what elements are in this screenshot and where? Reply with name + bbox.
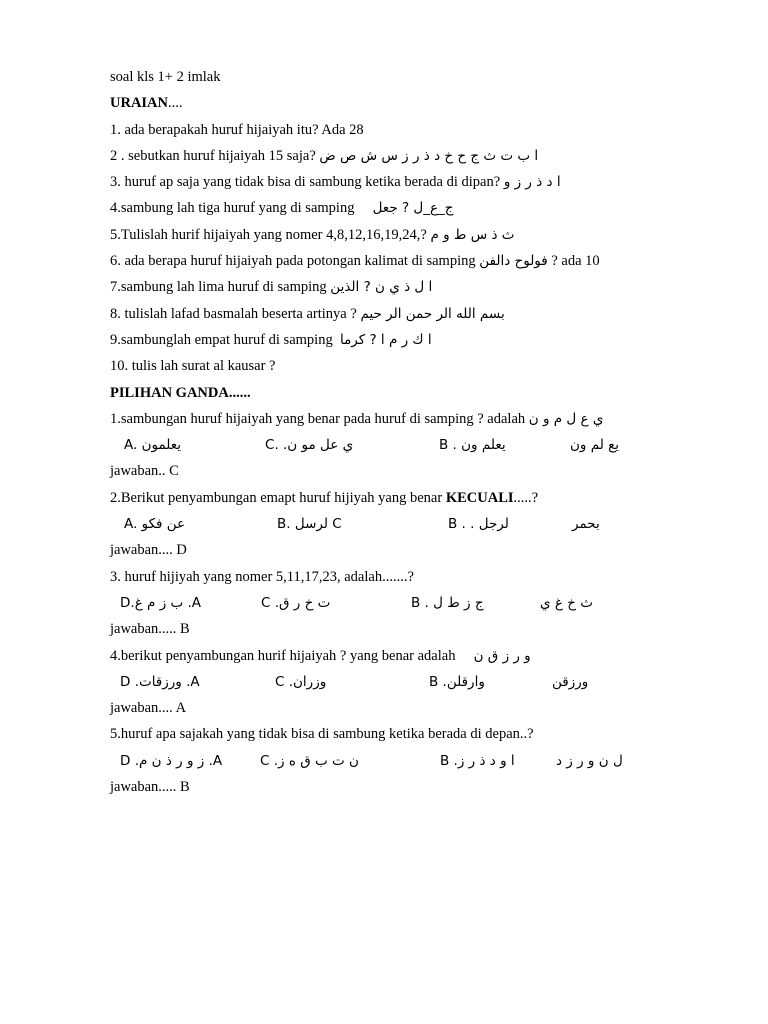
pg-option: يع لم ون	[570, 437, 620, 454]
pg-options	[110, 511, 670, 537]
uraian-heading-suffix: ....	[168, 95, 183, 112]
uraian-item	[110, 143, 670, 169]
uraian-item	[110, 274, 670, 300]
uraian-heading	[110, 90, 670, 116]
uraian-item-arabic: ا ل ذ ي ن ? الذين	[330, 279, 433, 296]
uraian-item-arabic: ا ك ر م ا ? كرما	[339, 331, 432, 348]
pg-option: A. ب ز م غ.D	[120, 594, 202, 611]
pg-option: وزران. C	[275, 673, 327, 690]
pg-option: ت خ ر ق. C	[261, 594, 331, 611]
pg-option: ج ز ط ل . B	[411, 594, 484, 611]
pg-answer: jawaban..... B	[110, 621, 190, 638]
pg-option: A. ورزقات. D	[120, 673, 200, 690]
uraian-item-arabic: ج_ع_ل ? جعل	[372, 200, 454, 217]
uraian-item-text: 1. ada berapakah huruf hijaiyah itu? Ada 28	[110, 121, 364, 138]
pg-option: B. لرسل C	[277, 516, 342, 533]
pg-question	[110, 643, 670, 669]
uraian-item	[110, 248, 670, 274]
pg-option: لرجل . . B	[448, 516, 509, 533]
uraian-item-text: 2 . sebutkan huruf hijaiyah 15 saja?	[110, 147, 316, 164]
pg-options	[110, 748, 670, 774]
pg-answer: jawaban.... A	[110, 700, 187, 717]
uraian-item	[110, 327, 670, 353]
pg-answer: jawaban.... D	[110, 542, 187, 559]
uraian-item-arabic: فولوح دالفن	[479, 253, 548, 270]
uraian-item-text: 8. tulislah lafad basmalah beserta artinya ?	[110, 305, 357, 322]
pg-option: A. ز و ر ذ ن م. D	[120, 752, 223, 769]
uraian-heading-label: URAIAN	[110, 95, 168, 112]
uraian-item	[110, 195, 670, 221]
pg-question-tail: .....?	[513, 489, 539, 506]
uraian-item	[110, 222, 670, 248]
pg-option: A. يعلمون	[124, 437, 182, 454]
pg-option: يعلم ون . B	[439, 437, 506, 454]
uraian-item	[110, 301, 670, 327]
pg-option: ن ت ب ق ه ز. C	[260, 752, 359, 769]
pg-question-arabic: و ر ز ق ن	[473, 647, 531, 664]
pg-option: بحمر	[572, 516, 600, 533]
uraian-item-arabic: ا ب ت ث ج ح خ د ذ ر ز س ش ص ض	[319, 147, 539, 164]
pg-question	[110, 406, 670, 432]
pg-question-arabic: ي ع ل م و ن	[528, 410, 604, 427]
pg-question-emphasis: KECUALI	[445, 489, 514, 506]
pg-options	[110, 669, 670, 695]
uraian-item-arabic: بسم الله الر حمن الر حيم	[360, 305, 505, 322]
pg-options	[110, 590, 670, 616]
pg-question	[110, 721, 670, 747]
pg-question	[110, 485, 670, 511]
uraian-item	[110, 353, 670, 379]
pg-option: ي عل مو ن. .C	[265, 437, 354, 454]
pg-question-text: 1.sambungan huruf hijaiyah yang benar pada huruf di samping ? adalah	[110, 410, 526, 427]
uraian-item-text: 4.sambung lah tiga huruf yang di samping	[110, 200, 355, 217]
uraian-item-text: 6. ada berapa huruf hijaiyah pada potongan kalimat di samping	[110, 253, 476, 270]
pg-option: وارقلن. B	[429, 673, 485, 690]
uraian-item-arabic: ث ذ س ط و م	[430, 226, 515, 243]
pilihan-ganda-heading: PILIHAN GANDA......	[110, 384, 251, 401]
pg-question-text: 2.Berikut penyambungan emapt huruf hijiyah yang benar	[110, 489, 443, 506]
uraian-item-arabic: ا د ذ ر ز و	[503, 174, 561, 191]
uraian-item-text: 3. huruf ap saja yang tidak bisa di sambung ketika berada di dipan?	[110, 174, 501, 191]
pg-question-text: 4.berikut penyambungan hurif hijaiyah ? yang benar adalah	[110, 647, 456, 664]
pg-option: ا و د ذ ر ز. B	[440, 752, 515, 769]
uraian-item	[110, 117, 670, 143]
pg-question-text: 5.huruf apa sajakah yang tidak bisa di sambung ketika berada di depan..?	[110, 726, 534, 743]
uraian-item-tail: ? ada 10	[551, 253, 600, 270]
document-title: soal kls 1+ 2 imlak	[110, 69, 221, 85]
uraian-item-text: 5.Tulislah hurif hijaiyah yang nomer 4,8,12,16,19,24,?	[110, 226, 427, 243]
pg-question-text: 3. huruf hijiyah yang nomer 5,11,17,23, adalah.......?	[110, 568, 414, 585]
document-page	[110, 64, 670, 800]
pg-option: A. عن فكو	[124, 516, 186, 533]
uraian-item-text: 9.sambunglah empat huruf di samping	[110, 331, 333, 348]
pg-answer: jawaban..... B	[110, 779, 190, 796]
pg-option: ل ن و ر ز د	[556, 752, 623, 769]
pg-option: ث خ غ ي	[540, 594, 593, 611]
uraian-item-text: 7.sambung lah lima huruf di samping	[110, 279, 327, 296]
pg-question	[110, 564, 670, 590]
uraian-item	[110, 169, 670, 195]
uraian-item-text: 10. tulis lah surat al kausar ?	[110, 358, 276, 375]
pg-option: ورزقن	[552, 673, 589, 690]
pg-options	[110, 432, 670, 458]
pg-answer: jawaban.. C	[110, 463, 179, 480]
